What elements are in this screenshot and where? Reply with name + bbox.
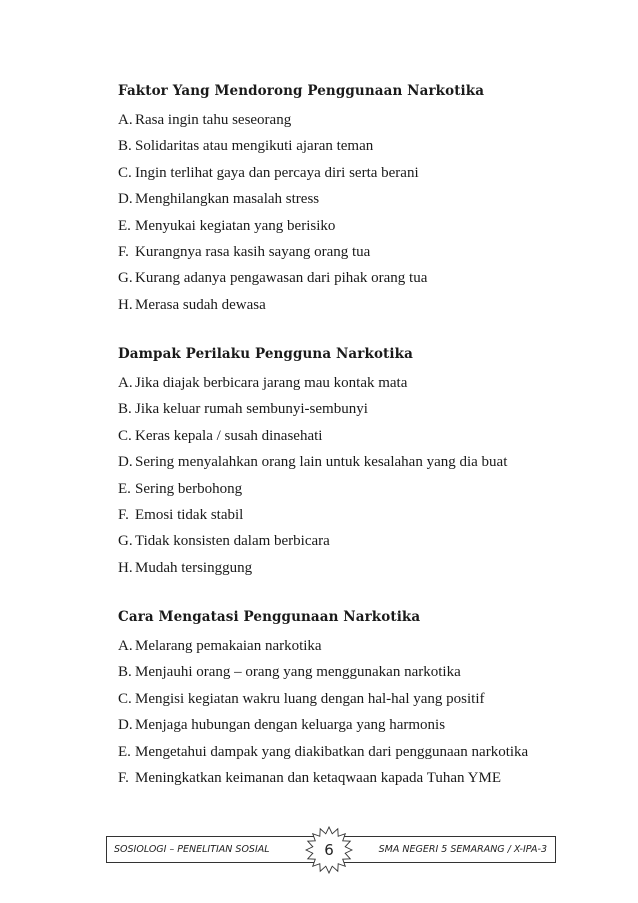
list-letter: F.	[118, 769, 129, 786]
list-text: Melarang pemakaian narkotika	[135, 638, 322, 654]
list-text: Menghilangkan masalah stress	[135, 191, 320, 208]
page-number: 6	[324, 841, 334, 859]
list-item	[118, 370, 588, 396]
list-text: Solidaritas atau mengikuti ajaran teman	[135, 138, 374, 155]
list-letter: A.	[118, 638, 133, 654]
list-text: Jika diajak berbicara jarang mau kontak mata	[135, 375, 408, 391]
section-dampak	[118, 343, 588, 581]
list-item	[118, 396, 588, 422]
list-text: Merasa sudah dewasa	[135, 296, 266, 313]
list-text: Keras kepala / susah dinasehati	[135, 427, 323, 444]
section-heading: Cara Mengatasi Penggunaan Narkotika	[118, 609, 421, 625]
list-item	[118, 686, 588, 712]
list-text: Menyukai kegiatan yang berisiko	[135, 217, 336, 234]
list-item	[118, 239, 588, 265]
list-text: Mudah tersinggung	[135, 559, 253, 576]
list-text: Mengisi kegiatan wakru luang dengan hal-hal yang positif	[135, 690, 485, 707]
list-letter: A.	[118, 112, 133, 128]
list-text: Emosi tidak stabil	[135, 506, 244, 523]
section-heading: Faktor Yang Mendorong Penggunaan Narkotika	[118, 83, 485, 99]
list-letter: D.	[118, 454, 133, 471]
section-heading: Dampak Perilaku Pengguna Narkotika	[118, 346, 413, 362]
list-letter: F.	[118, 506, 129, 523]
list-letter: G.	[118, 533, 133, 550]
list-text: Menjaga hubungan dengan keluarga yang harmonis	[135, 717, 446, 734]
footer-school: SMA NEGERI 5 SEMARANG / X-IPA-3	[378, 844, 547, 855]
list-text: Kurang adanya pengawasan dari pihak orang tua	[135, 270, 428, 287]
list-item	[118, 765, 588, 791]
list-text: Menjauhi orang – orang yang menggunakan narkotika	[135, 664, 461, 681]
list-item	[118, 555, 588, 581]
list-text: Tidak konsisten dalam berbicara	[135, 533, 330, 550]
list-letter: G.	[118, 270, 133, 287]
list-letter: B.	[118, 401, 132, 418]
list-letter: C.	[118, 690, 132, 707]
page-number-badge	[305, 826, 353, 874]
list-text: Kurangnya rasa kasih sayang orang tua	[135, 243, 371, 260]
list-item	[118, 476, 588, 502]
list-item	[118, 712, 588, 738]
list-letter: H.	[118, 296, 133, 313]
list-item	[118, 133, 588, 159]
list-letter: A.	[118, 375, 133, 391]
list-text: Meningkatkan keimanan dan ketaqwaan kapada Tuhan YME	[135, 769, 502, 786]
list-item	[118, 502, 588, 528]
list-letter: B.	[118, 138, 132, 155]
section-cara-mengatasi	[118, 606, 588, 791]
list-item	[118, 633, 588, 659]
list-item	[118, 265, 588, 291]
list-text: Ingin terlihat gaya dan percaya diri serta berani	[135, 164, 419, 181]
section-faktor	[118, 80, 588, 318]
list-letter: C.	[118, 427, 132, 444]
list-item	[118, 423, 588, 449]
list-item	[118, 528, 588, 554]
list-letter: B.	[118, 664, 132, 681]
list-letter: D.	[118, 717, 133, 734]
list-text: Sering menyalahkan orang lain untuk kesalahan yang dia buat	[135, 454, 508, 471]
list-letter: E.	[118, 743, 131, 760]
list-letter: E.	[118, 217, 131, 234]
list-letter: E.	[118, 480, 131, 497]
list-text: Sering berbohong	[135, 480, 243, 497]
list-item	[118, 659, 588, 685]
list-item	[118, 186, 588, 212]
list-letter: H.	[118, 559, 133, 576]
footer-subject: SOSIOLOGI – PENELITIAN SOSIAL	[114, 844, 270, 855]
list-item	[118, 160, 588, 186]
list-item	[118, 292, 588, 318]
list-item	[118, 449, 588, 475]
list-item	[118, 213, 588, 239]
list-text: Mengetahui dampak yang diakibatkan dari penggunaan narkotika	[135, 743, 529, 760]
list-item	[118, 107, 588, 133]
list-text: Jika keluar rumah sembunyi-sembunyi	[135, 401, 368, 418]
list-text: Rasa ingin tahu seseorang	[135, 112, 292, 128]
list-item	[118, 739, 588, 765]
list-letter: F.	[118, 243, 129, 260]
list-letter: C.	[118, 164, 132, 181]
list-letter: D.	[118, 191, 133, 208]
